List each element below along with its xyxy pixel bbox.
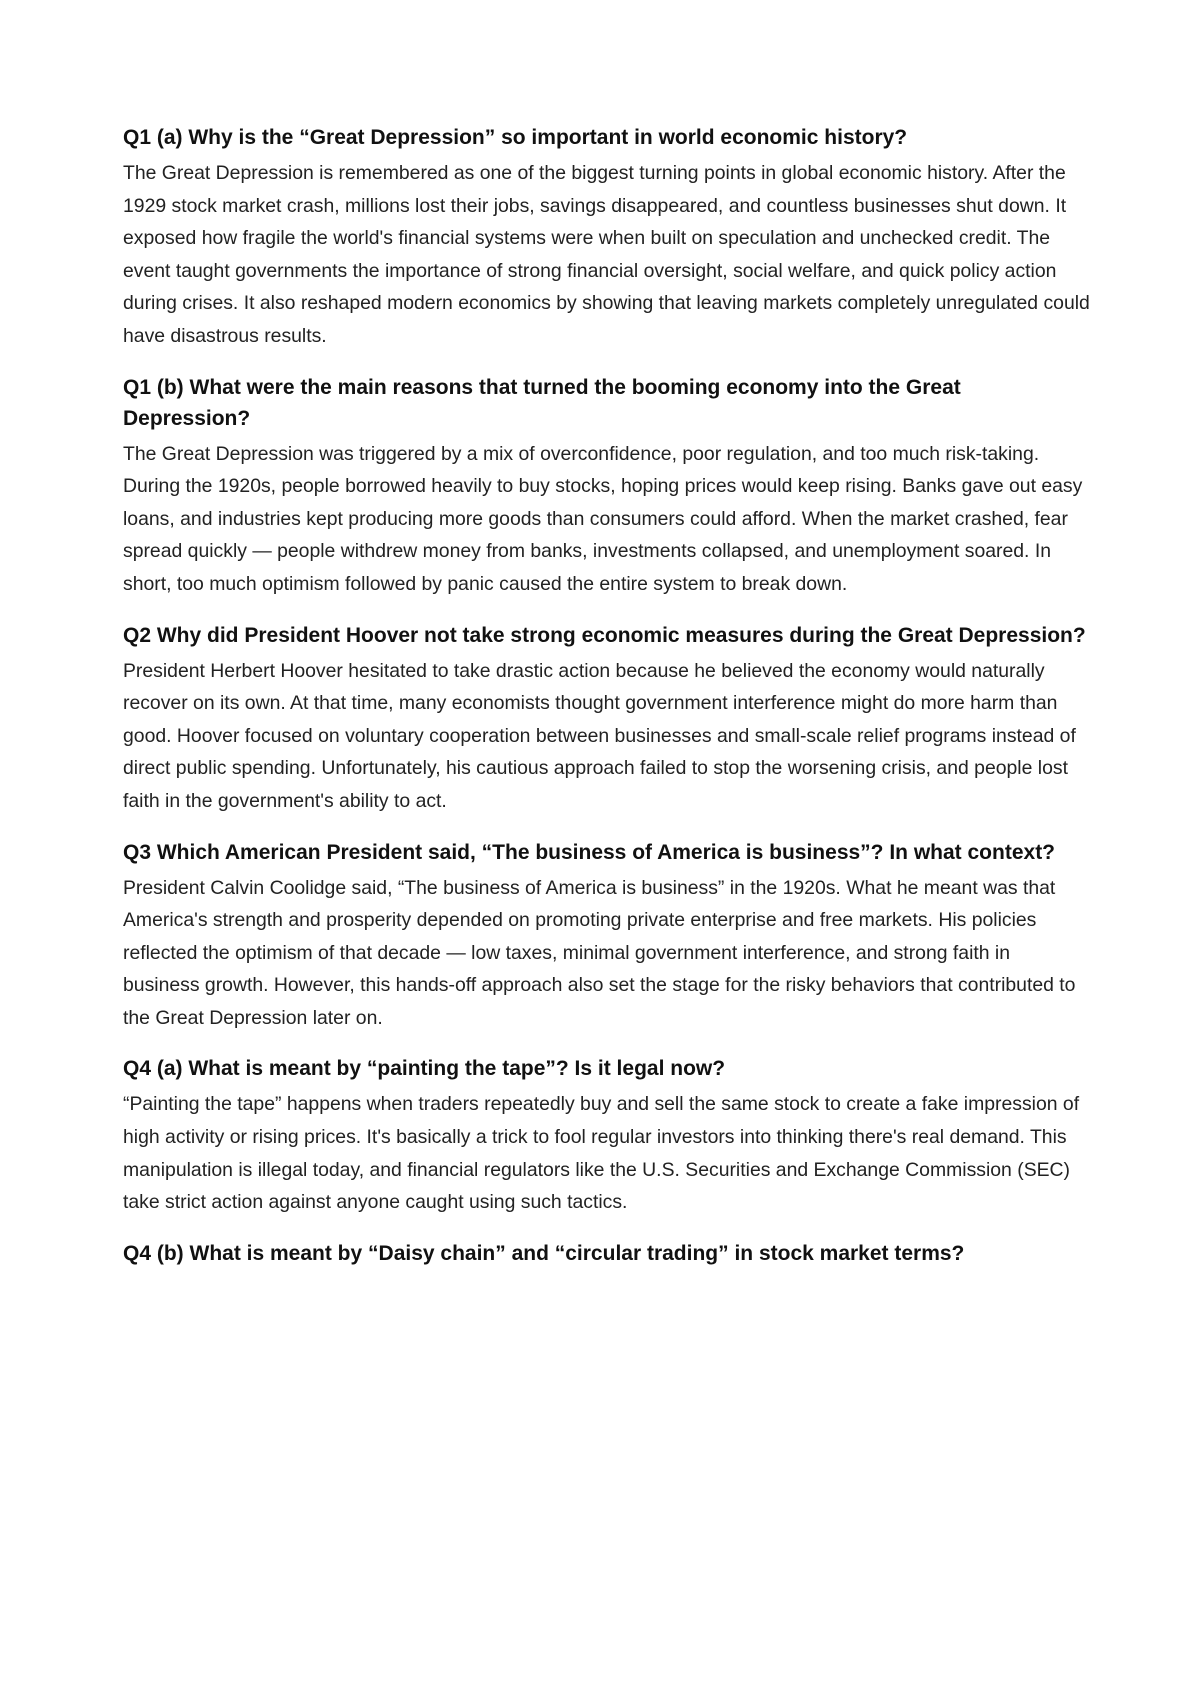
- question-heading: Q1 (a) Why is the “Great Depression” so important in world economic history?: [123, 126, 908, 149]
- answer-paragraph: “Painting the tape” happens when traders repeatedly buy and sell the same stock to create a fake impression of high activity or rising prices. It's basically a trick to fool regular investors into thinking there's real demand. This manipulation is illegal today, and financial regulators like the U.S. Securities and Exchange Commission (SEC) take strict action against anyone caught using such tactics.: [123, 1093, 1080, 1214]
- section-q4a: [123, 1053, 1090, 1218]
- answer-paragraph: President Calvin Coolidge said, “The business of America is business” in the 1920s. What he meant was that America's strength and prosperity depended on promoting private enterprise and free markets. His policies reflected the optimism of that decade — low taxes, minimal government interference, and strong faith in business growth. However, this hands-off approach also set the stage for the risky behaviors that contributed to the Great Depression later on.: [123, 876, 1076, 1029]
- answer-paragraph: The Great Depression is remembered as one of the biggest turning points in global economic history. After the 1929 stock market crash, millions lost their jobs, savings disappeared, and countless businesses shut down. It exposed how fragile the world's financial systems were when built on speculation and unchecked credit. The event taught governments the importance of strong financial oversight, social welfare, and quick policy action during crises. It also reshaped modern economics by showing that leaving markets completely unregulated could have disastrous results.: [123, 162, 1090, 347]
- question-heading: Q2 Why did President Hoover not take strong economic measures during the Great Depression?: [123, 623, 1086, 647]
- section-q1a: [123, 122, 1090, 353]
- question-heading: Q4 (b) What is meant by “Daisy chain” and “circular trading” in stock market terms?: [123, 1241, 965, 1265]
- section-q2: [123, 620, 1090, 818]
- section-q1b: [123, 372, 1090, 601]
- question-heading: Q3 Which American President said, “The business of America is business”? In what context?: [123, 840, 1056, 864]
- answer-paragraph: President Herbert Hoover hesitated to take drastic action because he believed the economy would naturally recover on its own. At that time, many economists thought government interference might do more harm than good. Hoover focused on voluntary cooperation between businesses and small-scale relief programs instead of direct public spending. Unfortunately, his cautious approach failed to stop the worsening crisis, and people lost faith in the government's ability to act.: [123, 659, 1076, 812]
- answer-paragraph: The Great Depression was triggered by a mix of overconfidence, poor regulation, and too much risk-taking. During the 1920s, people borrowed heavily to buy stocks, hoping prices would keep rising. Banks gave out easy loans, and industries kept producing more goods than consumers could afford. When the market crashed, fear spread quickly — people withdrew money from banks, investments collapsed, and unemployment soared. In short, too much optimism followed by panic caused the entire system to break down.: [123, 442, 1083, 595]
- section-q4b: [123, 1238, 1090, 1269]
- question-heading: Q1 (b) What were the main reasons that turned the booming economy into the Great Depression?: [123, 375, 961, 430]
- question-heading: Q4 (a) What is meant by “painting the tape”? Is it legal now?: [123, 1057, 726, 1081]
- section-q3: [123, 837, 1090, 1035]
